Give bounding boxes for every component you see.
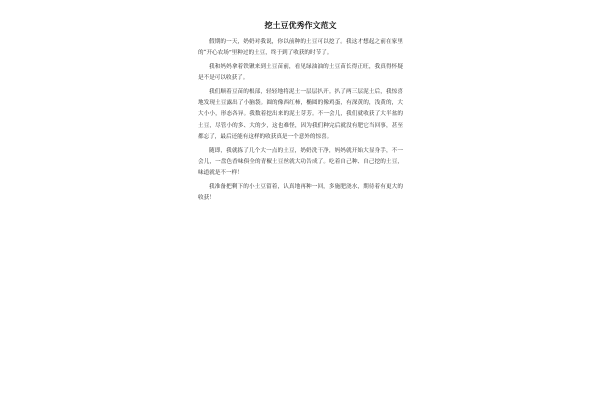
- paragraph-4: 随即，我就拣了几个大一点的土豆，奶奶洗干净，妈妈就开始大显身手，不一会儿，一盘色香味俱全的青椒土豆丝就大功告成了。吃着自己种、自己挖的土豆，味道就是不一样！: [198, 147, 403, 177]
- paragraph-5: 我准备把剩下的小土豆留着，认真地再种一回，多施肥浇水，期待着有更大的收获！: [198, 183, 403, 202]
- paragraph-1: 假期的一天，奶奶对我说，你以前种的土豆可以挖了。我这才想起之前在家里的“开心农场”里种过的土豆，终于到了收获的时节了。: [198, 39, 403, 57]
- paragraph-2: 我和妈妈拿着铁锹来到土豆苗前，看见绿油油的土豆苗长得正旺，我真得怀疑是不是可以收获了。: [198, 63, 403, 82]
- document-body: [198, 20, 403, 207]
- document-title: 挖土豆优秀作文范文: [264, 20, 337, 30]
- paragraph-3: 我们顺着豆苗的根部，轻轻地将泥土一层层扒开。扒了两三层泥土后，我惊喜地发现土豆露出了小脑袋。圆的像西红柿，椭圆的像鸡蛋，有深黄的，浅黄的，大大小小，形态各异。我数着挖出来的泥土芽芳。不一会儿，我们就收获了大半盆的土豆，尽管小的多、大的少，这也难怪，因为我们种完后就没有肥它当回事，甚至都忘了，最后还能有这样的收获真是一个意外的惊喜。: [198, 88, 403, 141]
